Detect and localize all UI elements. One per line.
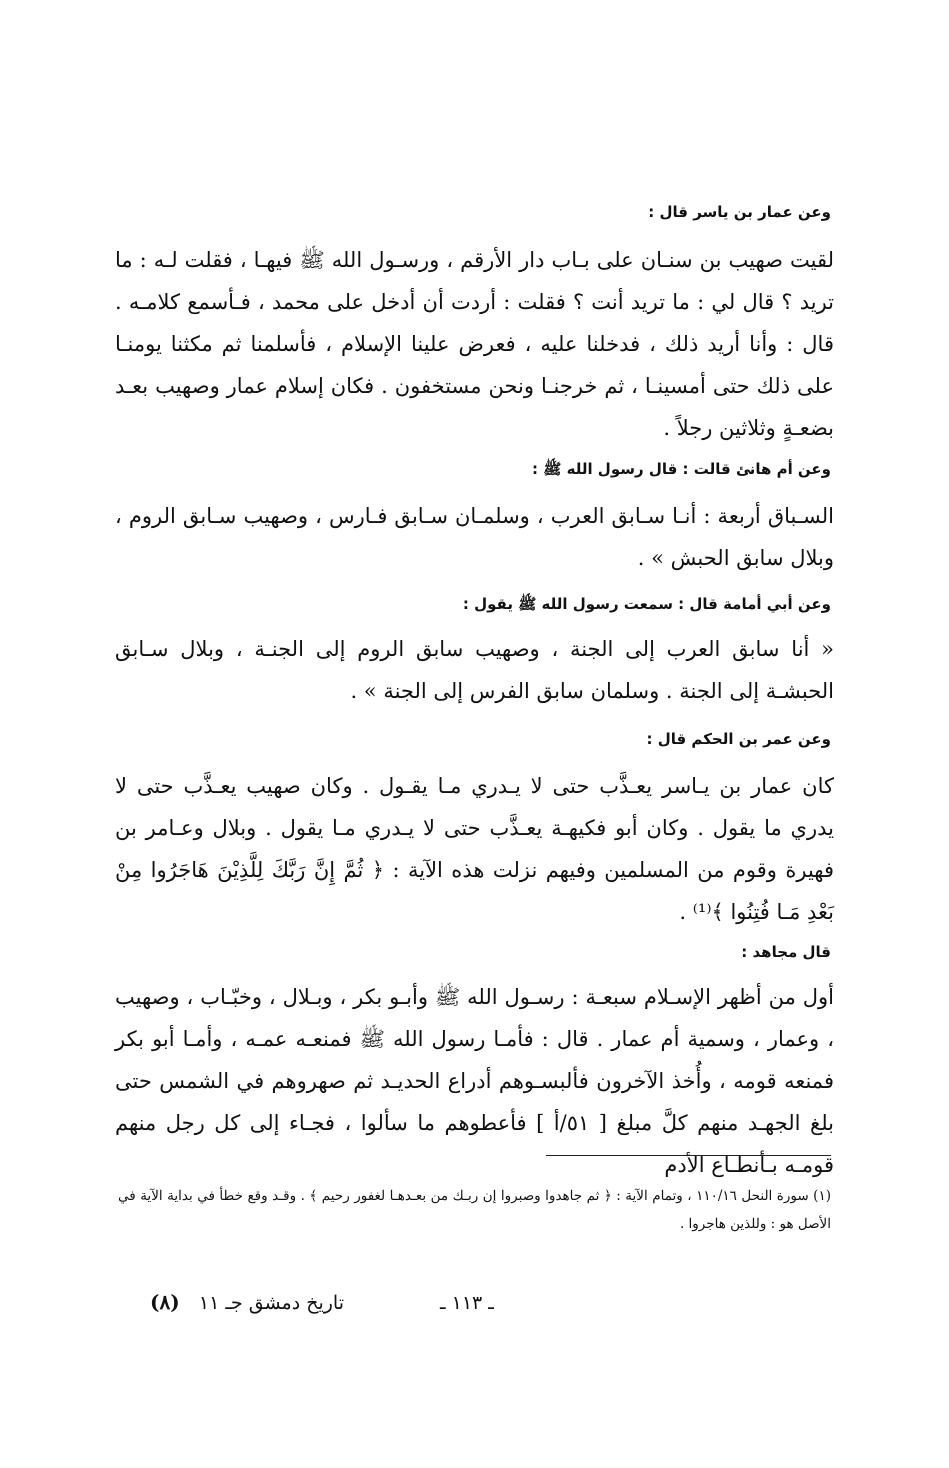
section-heading-abu-umama: وعن أبي أمامة قال : سمعت رسول الله ﷺ يقول :	[462, 595, 831, 613]
paragraph-umm-hani: السـباق أربعة : أنـا سـابق العرب ، وسلمـان سـابق فـارس ، وصهيب سـابق الروم ، وبلال سابق الحبش » .	[115, 504, 834, 570]
section-heading-umm-hani: وعن أم هانئ قالت : قال رسول الله ﷺ :	[532, 460, 831, 478]
section-body-umar-hakam	[115, 765, 834, 933]
footer-book-title: تاريخ دمشق جـ ١١	[198, 1292, 344, 1314]
paragraph-umar-hakam: كان عمار بن يـاسر يعـذَّب حتى لا يـدري مـا يقـول . وكان صهيب يعـذَّب حتى لا يدري ما يقول . وكان أبو فكيهـة يعـذَّب حتى لا يـدري مـا يقول . وبلال وعـامر بن فهيرة وقوم من المسلمين وفيهم نزلت هذه الآية : ﴿ ثُمَّ إِنَّ رَبَّكَ لِلَّذِيْنَ هَاجَرُوا مِنْ بَعْدِ مَـا فُتِنُوا ﴾⁽¹⁾ .	[115, 774, 834, 924]
section-heading-mujahid: قال مجاهد :	[741, 943, 831, 961]
paragraph-mujahid: أول من أظهر الإسـلام سبعـة : رسـول الله ﷺ وأبـو بكر ، وبـلال ، وخبّـاب ، وصهيب ، وعمار ، وسمية أم عمار . قال : فأمـا رسول الله ﷺ فمنعـه عمـه ، وأمـا أبو بكر فمنعه قومه ، وأُخذ الآخرون فألبسـوهم أدراع الحديـد ثم صهروهم في الشمس حتى بلغ الجهـد منهم كلَّ مبلغ [ ٥١/أ ] فأعطوهم ما سألوا ، فجـاء إلى كل رجل منهم قومـه بـأنطـاع الأدم	[115, 985, 835, 1177]
footnote-separator	[546, 1155, 831, 1156]
page-number: ـ ١١٣ ـ	[440, 1292, 494, 1314]
footer-part-number: (٨)	[150, 1290, 180, 1314]
section-body-abu-umama	[115, 628, 834, 712]
footnote: (١) سورة النحل ١١٠/١٦ ، وتمام الآية : ﴿ ثم جاهدوا وصبروا إن ربـك من بعـدهـا لغفور رحيم ﴾ . وقـد وقع خطأ في بداية الآية في الأصل هو : وللذين هاجروا .	[118, 1188, 831, 1232]
paragraph-abu-umama: « أنا سابق العرب إلى الجنة ، وصهيب سابق الروم إلى الجنـة ، وبلال سـابق الحبشـة إلى الجنة . وسلمان سابق الفرس إلى الجنة » .	[115, 637, 834, 703]
paragraph-ammar: لقيت صهيب بن سنـان على بـاب دار الأرقم ، ورسـول الله ﷺ فيهـا ، فقلت لـه : ما تريد ؟ قال لي : ما تريد أنت ؟ فقلت : أردت أن أدخل على محمد ، فـأسمع كلامـه . قال : وأنا أريد ذلك ، فدخلنا عليه ، فعرض علينا الإسلام ، فأسلمنا ثم مكثنا يومنـا على ذلك حتى أمسينـا ، ثم خرجنـا ونحن مستخفون . فكان إسلام عمار وصهيب بعـد بضعـةٍ وثلاثين رجلاً .	[115, 248, 834, 440]
section-heading-umar-hakam: وعن عمر بن الحكم قال :	[646, 730, 831, 748]
section-body-ammar	[115, 239, 834, 449]
section-body-umm-hani	[115, 495, 834, 579]
section-heading-ammar: وعن عمار بن ياسر قال :	[648, 203, 831, 221]
